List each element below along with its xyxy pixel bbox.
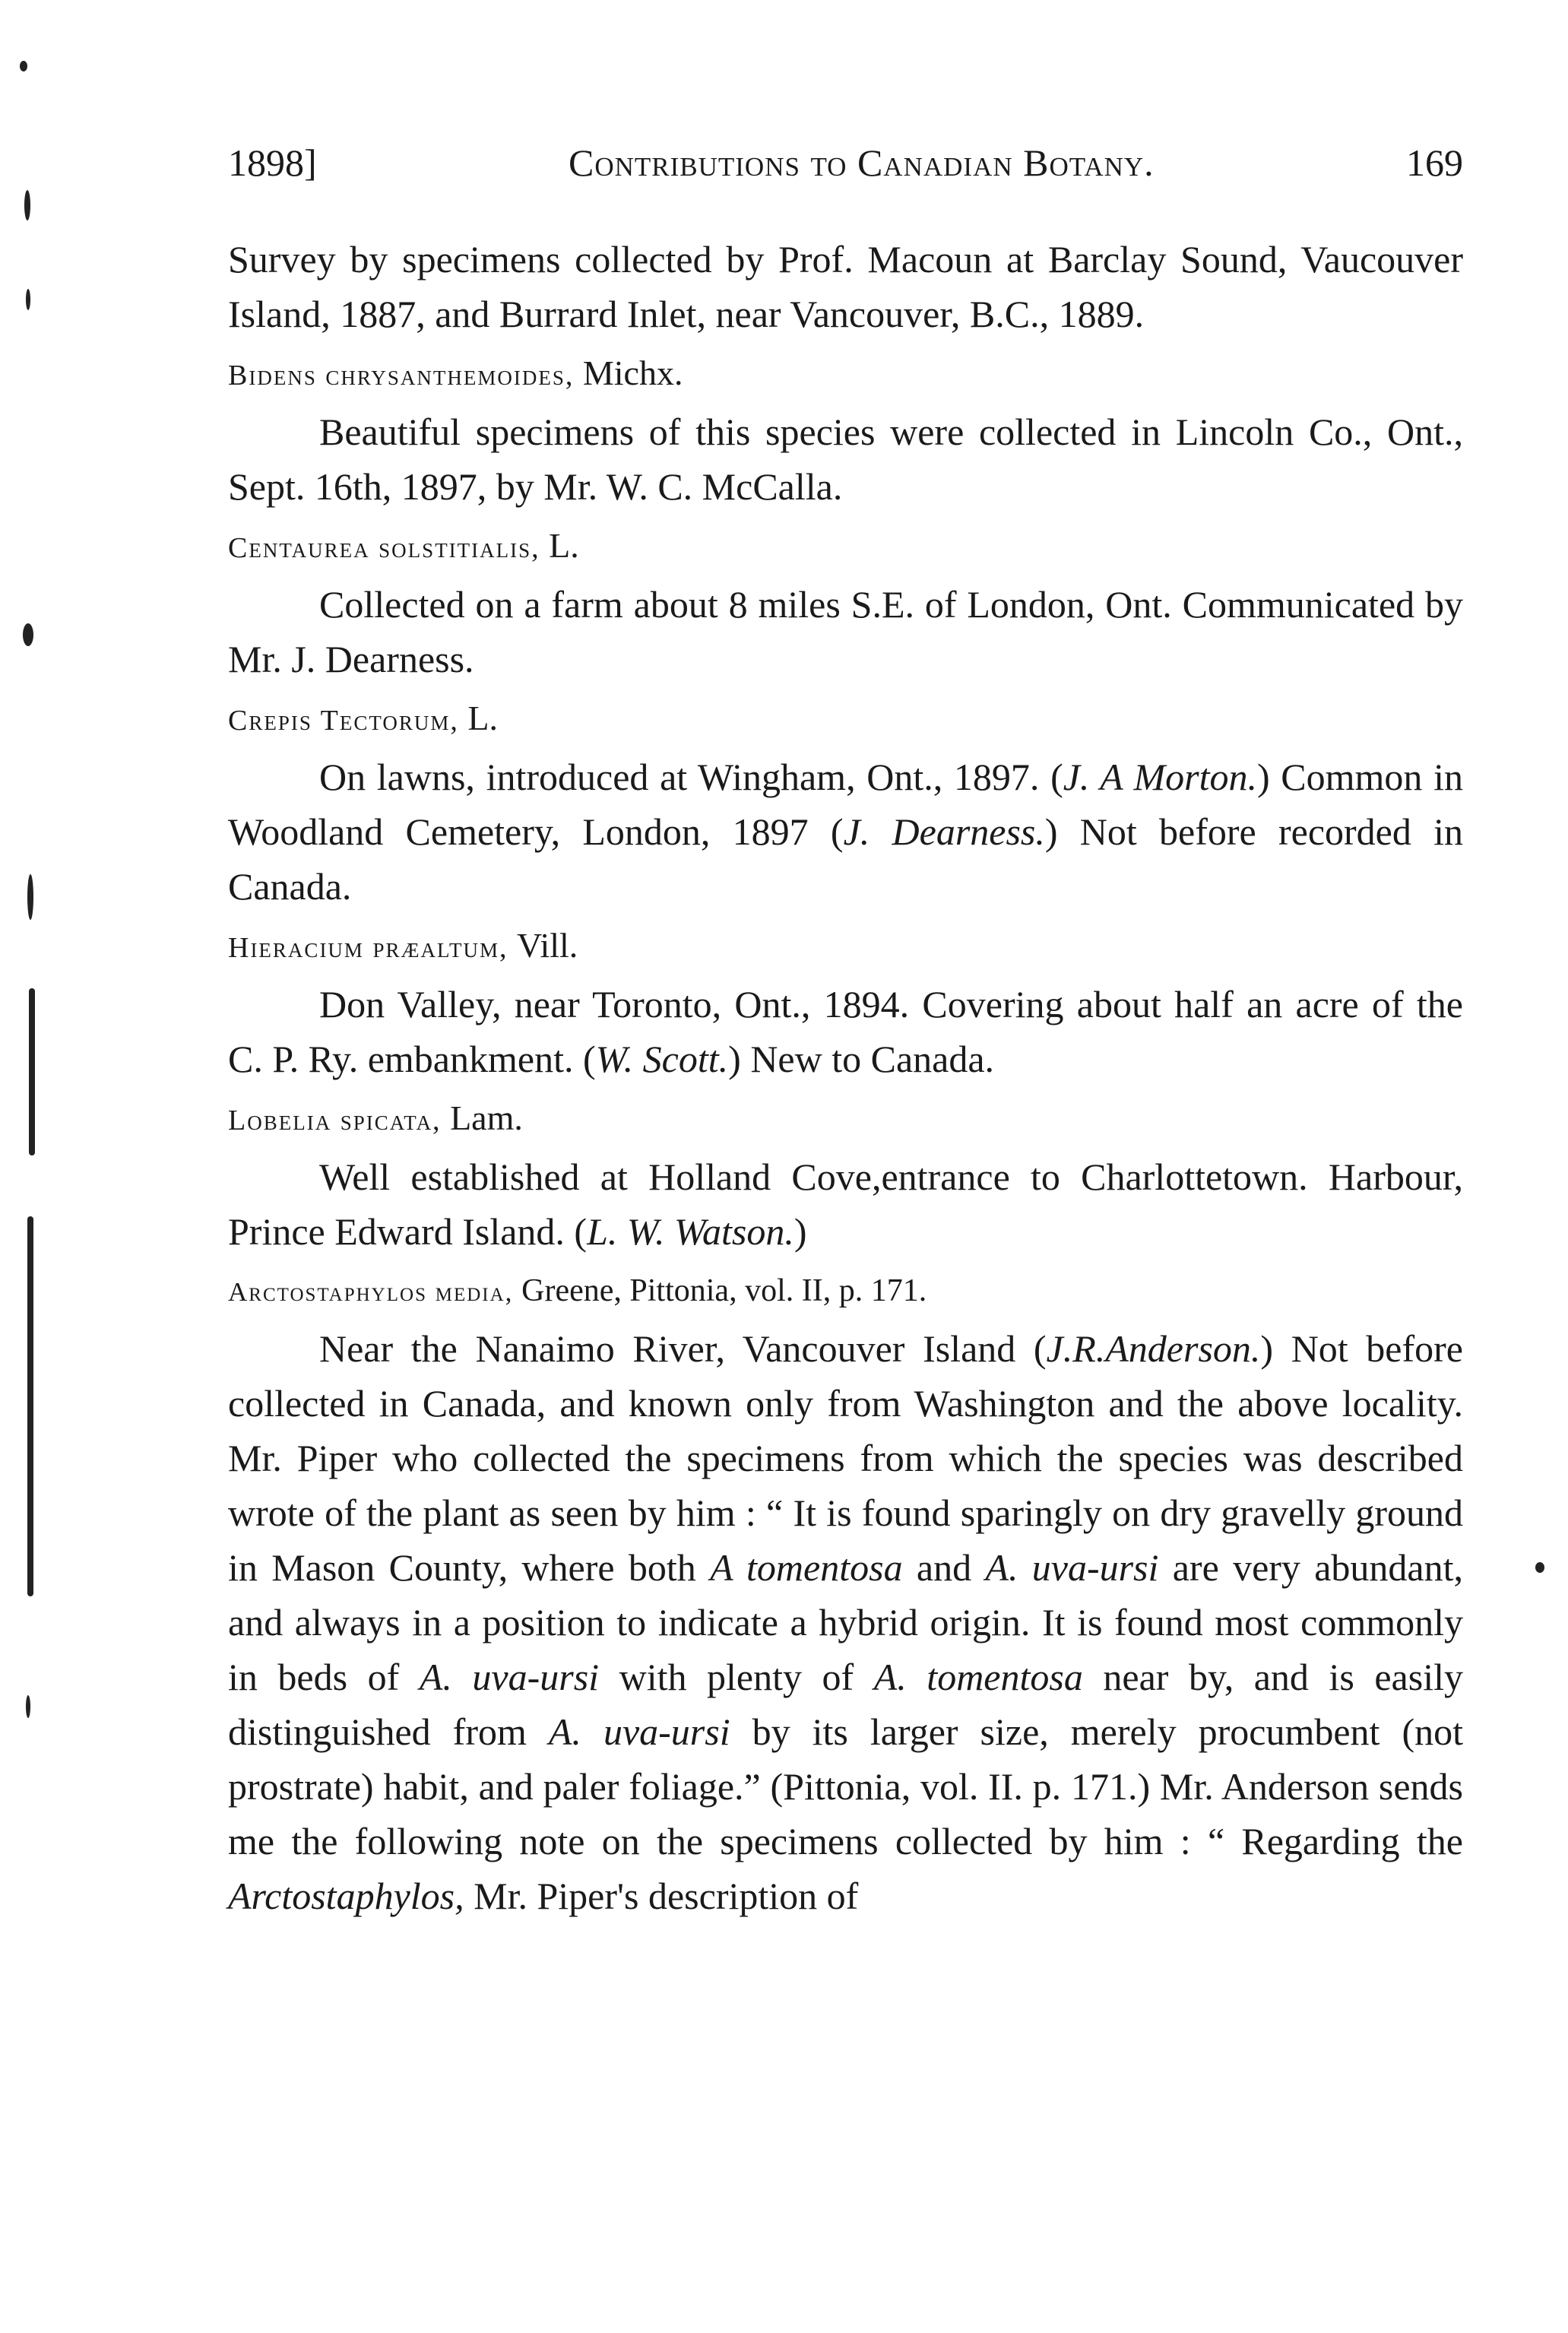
header-title: Contributions to Canadian Botany. xyxy=(568,141,1155,184)
species-heading xyxy=(228,1268,1463,1315)
species-heading xyxy=(228,350,1463,398)
species-heading xyxy=(228,923,1463,971)
species-note: Collected on a farm about 8 miles S.E. of London, Ont. Communicated by Mr. J. Dearness. xyxy=(228,583,1463,680)
stray-mark xyxy=(1535,1562,1544,1573)
species-note: Near the Nanaimo River, Vancouver Island (J.R.Anderson.) Not before collected in Canada, and known only from Washington and the above locality. Mr. Piper who collected the specimens from which the species was described wrote of the plant as seen by him : “ It is found sparingly on dry gravelly ground in Mason County, where both A tomentosa and A. uva-ursi are very abundant, and always in a position to indicate a hybrid origin. It is found most commonly in beds of A. uva-ursi with plenty of A. tomentosa near by, and is easily distinguished from A. uva-ursi by its larger size, merely procumbent (not prostrate) habit, and paler foliage.” (Pittonia, vol. II. p. 171.) Mr. Anderson sends me the following note on the specimens collected by him : “ Regarding the Arctostaphylos, Mr. Piper's description of xyxy=(228,1327,1464,1917)
species-name: Crepis Tectorum, xyxy=(228,705,459,737)
species-authority: Greene, Pittonia, vol. II, p. 171. xyxy=(521,1273,927,1308)
header-year: 1898] xyxy=(228,141,317,184)
running-header xyxy=(228,141,1463,198)
species-note: On lawns, introduced at Wingham, Ont., 1897. (J. A Morton.) Common in Woodland Cemetery, London, 1897 (J. Dearness.) Not before recorded in Canada. xyxy=(228,756,1463,908)
page-number: 169 xyxy=(1405,141,1463,184)
species-authority: Michx. xyxy=(582,353,683,392)
species-authority: Vill. xyxy=(516,926,578,965)
species-authority: Lam. xyxy=(450,1098,523,1137)
species-name: Bidens chrysanthemoides, xyxy=(228,360,575,391)
species-note: Well established at Holland Cove,entrance to Charlottetown. Harbour, Prince Edward Island. (L. W. Watson.) xyxy=(228,1155,1463,1253)
species-heading xyxy=(228,696,1463,743)
intro-paragraph: Survey by specimens collected by Prof. Macoun at Barclay Sound, Vaucouver Island, 1887, and Burrard Inlet, near Vancouver, B.C., 1889. xyxy=(228,238,1463,335)
species-heading xyxy=(228,1095,1463,1143)
species-name: Arctostaphylos media, xyxy=(228,1277,514,1307)
species-authority: L. xyxy=(467,699,499,737)
species-name: Hieracium præaltum, xyxy=(228,932,508,964)
species-name: Lobelia spicata, xyxy=(228,1105,442,1136)
species-authority: L. xyxy=(549,526,579,565)
species-name: Centaurea solstitialis, xyxy=(228,532,540,564)
species-note: Beautiful specimens of this species were collected in Lincoln Co., Ont., Sept. 16th, 1897, by Mr. W. C. McCalla. xyxy=(228,410,1463,508)
species-note: Don Valley, near Toronto, Ont., 1894. Covering about half an acre of the C. P. Ry. embankment. (W. Scott.) New to Canada. xyxy=(228,983,1463,1080)
book-page xyxy=(228,141,1463,1923)
scan-margin-artifacts xyxy=(17,0,40,1900)
species-heading xyxy=(228,523,1463,571)
